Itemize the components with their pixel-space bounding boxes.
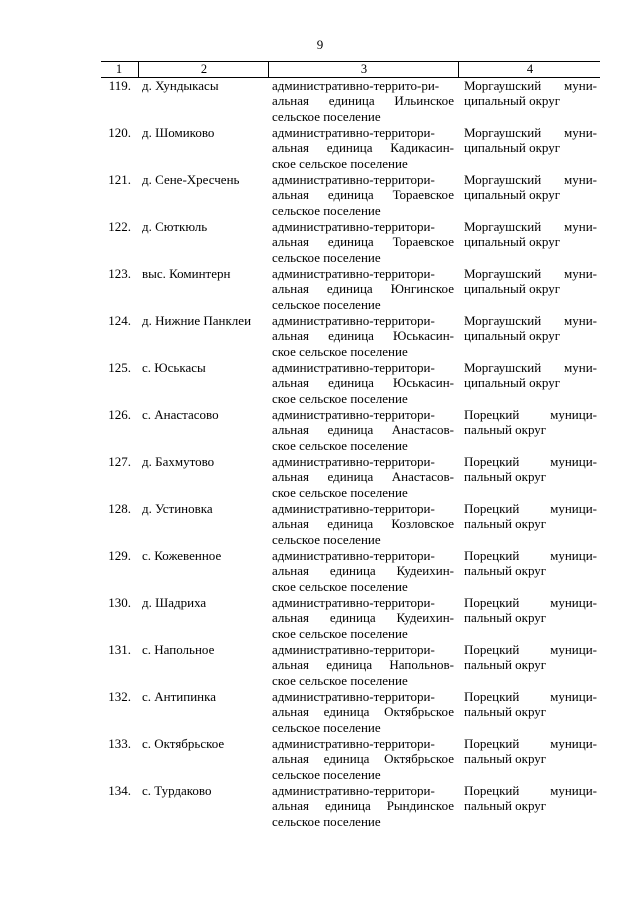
table-row — [0, 736, 640, 783]
municipal-district-line: ципальный округ — [464, 281, 561, 297]
municipal-district — [464, 313, 597, 344]
municipal-district — [464, 219, 597, 250]
municipal-district-line: Моргаушский муни- — [464, 125, 597, 140]
administrative-unit-line: альная единица Кудеихин- — [272, 563, 454, 579]
table-row — [0, 548, 640, 595]
row-number: 132. — [108, 689, 131, 704]
administrative-unit-line: ское сельское поселение — [272, 343, 408, 359]
administrative-unit-line: альная единица Тораевское — [272, 187, 454, 203]
administrative-unit-line: административно-территори- — [272, 689, 435, 704]
administrative-unit-line: административно-территори- — [272, 266, 435, 281]
row-number: 134. — [108, 783, 131, 798]
municipal-district-line: Порецкий муници- — [464, 548, 597, 563]
administrative-unit-line: административно-территори- — [272, 642, 435, 657]
municipal-district — [464, 360, 597, 391]
settlement-name: д. Шадриха — [142, 595, 207, 610]
administrative-unit-line: альная единица Юськасин- — [272, 328, 454, 344]
table-row — [0, 360, 640, 407]
municipal-district-line: ципальный округ — [464, 140, 561, 156]
administrative-unit — [272, 501, 454, 547]
municipal-district-line: Порецкий муници- — [464, 642, 597, 657]
administrative-unit-line: альная единица Козловское — [272, 516, 454, 532]
settlement-name: с. Октябрьское — [142, 736, 225, 751]
administrative-unit-line: административно-территори- — [272, 172, 435, 187]
table-row — [0, 783, 640, 830]
administrative-unit-line: альная единица Кудеихин- — [272, 610, 454, 626]
administrative-unit-line: административно-территори- — [272, 783, 435, 798]
row-number: 129. — [108, 548, 131, 563]
administrative-unit-line: сельское поселение — [272, 202, 381, 218]
row-number: 131. — [108, 642, 131, 657]
row-number: 119. — [108, 78, 131, 93]
municipal-district-line: пальный округ — [464, 798, 547, 814]
row-number: 124. — [108, 313, 131, 328]
municipal-district — [464, 407, 597, 438]
settlement-name: с. Юськасы — [142, 360, 206, 375]
administrative-unit — [272, 736, 454, 782]
municipal-district-line: пальный округ — [464, 610, 547, 626]
administrative-unit-line: ское сельское поселение — [272, 578, 408, 594]
municipal-district — [464, 642, 597, 673]
municipal-district-line: Моргаушский муни- — [464, 172, 597, 187]
administrative-unit-line: сельское поселение — [272, 813, 381, 829]
row-number: 133. — [108, 736, 131, 751]
municipal-district — [464, 454, 597, 485]
administrative-unit — [272, 689, 454, 735]
municipal-district — [464, 548, 597, 579]
municipal-district — [464, 501, 597, 532]
municipal-district-line: Порецкий муници- — [464, 407, 597, 422]
row-number: 120. — [108, 125, 131, 140]
settlement-name: с. Напольное — [142, 642, 215, 657]
administrative-unit-line: сельское поселение — [272, 108, 381, 124]
table-row — [0, 266, 640, 313]
administrative-unit-line: административно-территори- — [272, 548, 435, 563]
municipal-district-line: Порецкий муници- — [464, 595, 597, 610]
municipal-district-line: пальный округ — [464, 704, 547, 720]
table-row — [0, 501, 640, 548]
administrative-unit-line: альная единица Юськасин- — [272, 375, 454, 391]
administrative-unit-line: сельское поселение — [272, 249, 381, 265]
municipal-district-line: Моргаушский муни- — [464, 266, 597, 281]
administrative-unit — [272, 407, 454, 453]
settlement-name: д. Сюткюль — [142, 219, 208, 234]
settlement-name: д. Нижние Панклеи — [142, 313, 252, 328]
administrative-unit-line: административно-территори- — [272, 313, 435, 328]
column-header-4: 4 — [458, 62, 601, 77]
table-header — [101, 61, 600, 78]
administrative-unit-line: административно-территори- — [272, 125, 435, 140]
administrative-unit-line: административно-территори- — [272, 360, 435, 375]
administrative-unit-line: сельское поселение — [272, 296, 381, 312]
administrative-unit — [272, 125, 454, 171]
column-header-3: 3 — [268, 62, 459, 77]
settlement-name: с. Анастасово — [142, 407, 219, 422]
row-number: 130. — [108, 595, 131, 610]
municipal-district-line: ципальный округ — [464, 328, 561, 344]
administrative-unit-line: сельское поселение — [272, 531, 381, 547]
municipal-district-line: ципальный округ — [464, 187, 561, 203]
table-row — [0, 407, 640, 454]
settlement-name: д. Устиновка — [142, 501, 213, 516]
municipal-district-line: Порецкий муници- — [464, 689, 597, 704]
municipal-district-line: Порецкий муници- — [464, 501, 597, 516]
administrative-unit-line: альная единица Юнгинское — [272, 281, 454, 297]
administrative-unit — [272, 219, 454, 265]
administrative-unit — [272, 78, 454, 124]
administrative-unit — [272, 642, 454, 688]
administrative-unit — [272, 313, 454, 359]
administrative-unit-line: административно-территори- — [272, 407, 435, 422]
settlement-name: д. Бахмутово — [142, 454, 215, 469]
municipal-district — [464, 783, 597, 814]
municipal-district-line: Порецкий муници- — [464, 783, 597, 798]
administrative-unit — [272, 548, 454, 594]
municipal-district-line: пальный округ — [464, 563, 547, 579]
municipal-district-line: ципальный округ — [464, 93, 561, 109]
column-header-2: 2 — [138, 62, 269, 77]
administrative-unit — [272, 454, 454, 500]
administrative-unit-line: сельское поселение — [272, 719, 381, 735]
administrative-unit — [272, 360, 454, 406]
administrative-unit-line: ское сельское поселение — [272, 625, 408, 641]
page-number: 9 — [316, 37, 324, 52]
administrative-unit-line: альная единица Анастасов- — [272, 469, 454, 485]
municipal-district — [464, 78, 597, 109]
administrative-unit — [272, 172, 454, 218]
municipal-district-line: Порецкий муници- — [464, 736, 597, 751]
column-header-1: 1 — [115, 62, 123, 76]
row-number: 122. — [108, 219, 131, 234]
municipal-district-line: пальный округ — [464, 516, 547, 532]
row-number: 121. — [108, 172, 131, 187]
settlement-name: с. Кожевенное — [142, 548, 222, 563]
administrative-unit-line: сельское поселение — [272, 766, 381, 782]
administrative-unit-line: ское сельское поселение — [272, 390, 408, 406]
municipal-district — [464, 689, 597, 720]
administrative-unit-line: административно-территори- — [272, 454, 435, 469]
municipal-district-line: пальный округ — [464, 751, 547, 767]
municipal-district — [464, 736, 597, 767]
administrative-unit-line: ское сельское поселение — [272, 155, 408, 171]
settlement-name: д. Шомиково — [142, 125, 215, 140]
administrative-unit-line: административно-территори- — [272, 219, 435, 234]
municipal-district — [464, 595, 597, 626]
administrative-unit-line: административно-территори- — [272, 736, 435, 751]
row-number: 125. — [108, 360, 131, 375]
administrative-unit-line: ское сельское поселение — [272, 437, 408, 453]
settlement-name: с. Антипинка — [142, 689, 217, 704]
table-row — [0, 595, 640, 642]
row-number: 126. — [108, 407, 131, 422]
settlement-name: выс. Коминтерн — [142, 266, 231, 281]
administrative-unit-line: альная единица Ильинское — [272, 93, 454, 109]
administrative-unit-line: альная единица Анастасов- — [272, 422, 454, 438]
municipal-district-line: Порецкий муници- — [464, 454, 597, 469]
administrative-unit-line: альная единица Кадикасин- — [272, 140, 454, 156]
administrative-unit — [272, 266, 454, 312]
administrative-unit-line: альная единица Октябрьское — [272, 751, 454, 767]
table-body — [0, 78, 640, 830]
administrative-unit — [272, 783, 454, 829]
municipal-district-line: Моргаушский муни- — [464, 78, 597, 93]
settlement-name: д. Сене-Хресчень — [142, 172, 240, 187]
table-row — [0, 125, 640, 172]
administrative-unit-line: ское сельское поселение — [272, 672, 408, 688]
settlement-name: д. Хундыкасы — [142, 78, 219, 93]
administrative-unit-line: альная единица Напольнов- — [272, 657, 454, 673]
administrative-unit-line: административно-территори- — [272, 595, 435, 610]
administrative-unit — [272, 595, 454, 641]
table-row — [0, 454, 640, 501]
administrative-unit-line: административно-территори- — [272, 501, 435, 516]
municipal-district-line: пальный округ — [464, 422, 547, 438]
municipal-district — [464, 125, 597, 156]
municipal-district-line: Моргаушский муни- — [464, 360, 597, 375]
table-row — [0, 219, 640, 266]
municipal-district — [464, 266, 597, 297]
row-number: 128. — [108, 501, 131, 516]
municipal-district-line: пальный округ — [464, 657, 547, 673]
table-row — [0, 172, 640, 219]
administrative-unit-line: административно-террито-ри- — [272, 78, 440, 93]
table-row — [0, 78, 640, 125]
municipal-district-line: пальный округ — [464, 469, 547, 485]
municipal-district-line: ципальный округ — [464, 375, 561, 391]
municipal-district-line: Моргаушский муни- — [464, 313, 597, 328]
administrative-unit-line: альная единица Тораевское — [272, 234, 454, 250]
municipal-district-line: Моргаушский муни- — [464, 219, 597, 234]
settlement-name: с. Турдаково — [142, 783, 212, 798]
administrative-unit-line: альная единица Рындинское — [272, 798, 454, 814]
row-number: 127. — [108, 454, 131, 469]
row-number: 123. — [108, 266, 131, 281]
administrative-unit-line: ское сельское поселение — [272, 484, 408, 500]
table-row — [0, 313, 640, 360]
table-row — [0, 642, 640, 689]
table-row — [0, 689, 640, 736]
municipal-district — [464, 172, 597, 203]
municipal-district-line: ципальный округ — [464, 234, 561, 250]
administrative-unit-line: альная единица Октябрьское — [272, 704, 454, 720]
